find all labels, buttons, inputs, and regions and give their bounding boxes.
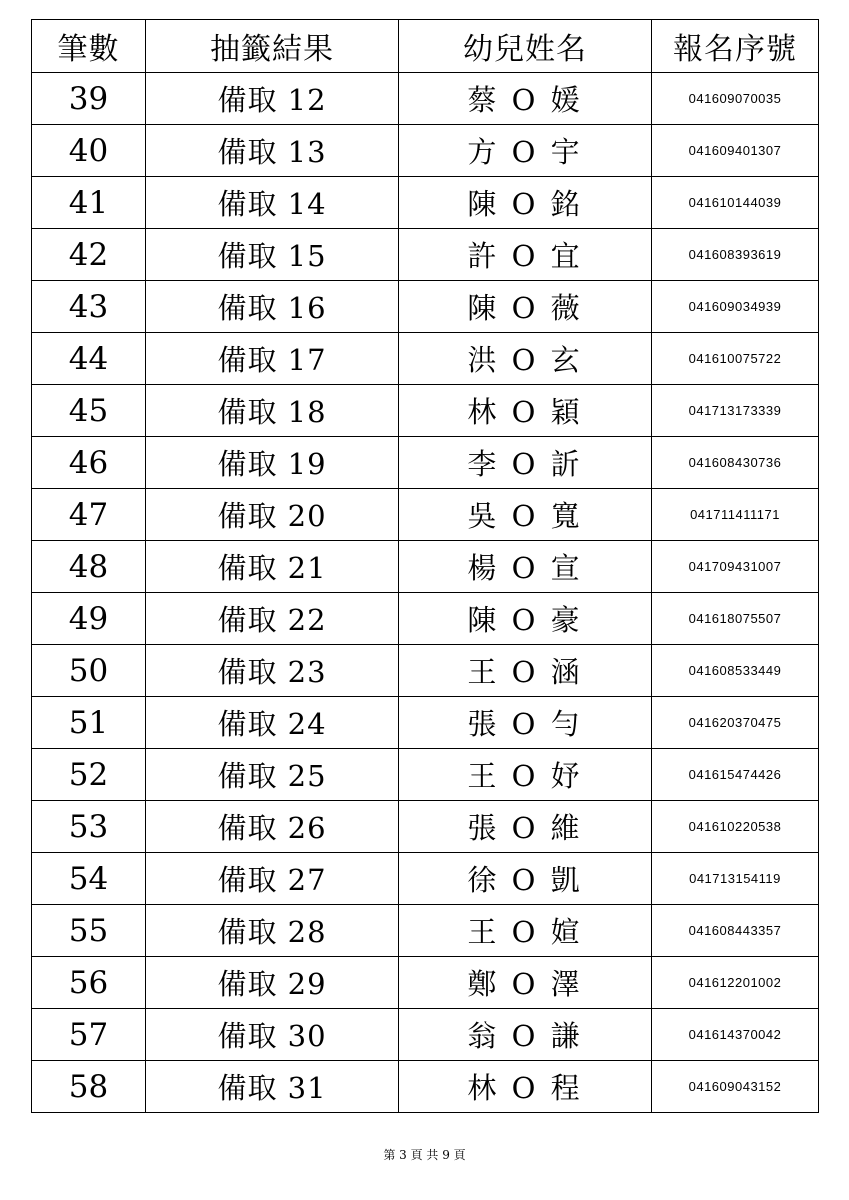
- row-count-cell: 52: [32, 749, 146, 801]
- child-name-cell: 楊 O 宣: [399, 541, 652, 593]
- row-count-cell: 50: [32, 645, 146, 697]
- row-count-cell: 40: [32, 125, 146, 177]
- table-row: [32, 749, 819, 801]
- table-row: [32, 125, 819, 177]
- lottery-result-cell: 備取 22: [146, 593, 399, 645]
- header-registration-number: 報名序號: [652, 20, 819, 73]
- row-count-cell: 45: [32, 385, 146, 437]
- row-count-cell: 44: [32, 333, 146, 385]
- row-count-cell: 56: [32, 957, 146, 1009]
- lottery-result-cell: 備取 16: [146, 281, 399, 333]
- child-name-cell: 蔡 O 媛: [399, 73, 652, 125]
- child-name-cell: 方 O 宇: [399, 125, 652, 177]
- header-row: [32, 20, 819, 73]
- registration-number-cell: 041614370042: [652, 1009, 819, 1061]
- lottery-result-cell: 備取 23: [146, 645, 399, 697]
- registration-number-cell: 041615474426: [652, 749, 819, 801]
- child-name-cell: 陳 O 銘: [399, 177, 652, 229]
- table-row: [32, 645, 819, 697]
- registration-number-cell: 041709431007: [652, 541, 819, 593]
- lottery-result-cell: 備取 13: [146, 125, 399, 177]
- header-count: 筆數: [32, 20, 146, 73]
- child-name-cell: 林 O 穎: [399, 385, 652, 437]
- registration-number-cell: 041609034939: [652, 281, 819, 333]
- child-name-cell: 張 O 勻: [399, 697, 652, 749]
- row-count-cell: 51: [32, 697, 146, 749]
- row-count-cell: 58: [32, 1061, 146, 1113]
- registration-number-cell: 041610075722: [652, 333, 819, 385]
- row-count-cell: 54: [32, 853, 146, 905]
- table-body: [32, 73, 819, 1113]
- child-name-cell: 陳 O 薇: [399, 281, 652, 333]
- row-count-cell: 42: [32, 229, 146, 281]
- lottery-result-cell: 備取 12: [146, 73, 399, 125]
- registration-number-cell: 041608393619: [652, 229, 819, 281]
- child-name-cell: 王 O 涵: [399, 645, 652, 697]
- row-count-cell: 46: [32, 437, 146, 489]
- table-row: [32, 73, 819, 125]
- table-row: [32, 333, 819, 385]
- row-count-cell: 47: [32, 489, 146, 541]
- row-count-cell: 43: [32, 281, 146, 333]
- child-name-cell: 許 O 宜: [399, 229, 652, 281]
- registration-number-cell: 041609043152: [652, 1061, 819, 1113]
- registration-number-cell: 041608533449: [652, 645, 819, 697]
- table-row: [32, 541, 819, 593]
- row-count-cell: 41: [32, 177, 146, 229]
- row-count-cell: 55: [32, 905, 146, 957]
- row-count-cell: 48: [32, 541, 146, 593]
- lottery-result-cell: 備取 14: [146, 177, 399, 229]
- lottery-result-cell: 備取 18: [146, 385, 399, 437]
- table-row: [32, 957, 819, 1009]
- registration-number-cell: 041609401307: [652, 125, 819, 177]
- table-row: [32, 385, 819, 437]
- row-count-cell: 57: [32, 1009, 146, 1061]
- registration-number-cell: 041608443357: [652, 905, 819, 957]
- child-name-cell: 洪 O 玄: [399, 333, 652, 385]
- row-count-cell: 53: [32, 801, 146, 853]
- table-row: [32, 853, 819, 905]
- table-row: [32, 281, 819, 333]
- registration-number-cell: 041711411171: [652, 489, 819, 541]
- child-name-cell: 王 O 媗: [399, 905, 652, 957]
- lottery-result-cell: 備取 25: [146, 749, 399, 801]
- lottery-result-cell: 備取 28: [146, 905, 399, 957]
- page-number: 第 3 頁 共 9 頁: [383, 1148, 466, 1162]
- registration-number-cell: 041713154119: [652, 853, 819, 905]
- lottery-result-cell: 備取 17: [146, 333, 399, 385]
- table-row: [32, 697, 819, 749]
- child-name-cell: 林 O 程: [399, 1061, 652, 1113]
- child-name-cell: 王 O 妤: [399, 749, 652, 801]
- row-count-cell: 39: [32, 73, 146, 125]
- child-name-cell: 翁 O 謙: [399, 1009, 652, 1061]
- lottery-result-cell: 備取 24: [146, 697, 399, 749]
- registration-number-cell: 041713173339: [652, 385, 819, 437]
- registration-number-cell: 041612201002: [652, 957, 819, 1009]
- table-row: [32, 1061, 819, 1113]
- registration-number-cell: 041620370475: [652, 697, 819, 749]
- lottery-result-cell: 備取 27: [146, 853, 399, 905]
- child-name-cell: 李 O 訢: [399, 437, 652, 489]
- child-name-cell: 吳 O 寬: [399, 489, 652, 541]
- registration-number-cell: 041618075507: [652, 593, 819, 645]
- table-row: [32, 1009, 819, 1061]
- lottery-results-table: [31, 19, 819, 1113]
- table-row: [32, 229, 819, 281]
- table-row: [32, 905, 819, 957]
- lottery-result-cell: 備取 20: [146, 489, 399, 541]
- registration-number-cell: 041608430736: [652, 437, 819, 489]
- table-row: [32, 593, 819, 645]
- child-name-cell: 徐 O 凱: [399, 853, 652, 905]
- child-name-cell: 陳 O 豪: [399, 593, 652, 645]
- child-name-cell: 鄭 O 澤: [399, 957, 652, 1009]
- registration-number-cell: 041610220538: [652, 801, 819, 853]
- table-row: [32, 177, 819, 229]
- lottery-result-cell: 備取 29: [146, 957, 399, 1009]
- lottery-result-cell: 備取 30: [146, 1009, 399, 1061]
- header-lottery-result: 抽籤結果: [146, 20, 399, 73]
- row-count-cell: 49: [32, 593, 146, 645]
- table-row: [32, 437, 819, 489]
- table-row: [32, 801, 819, 853]
- table-row: [32, 489, 819, 541]
- lottery-result-cell: 備取 21: [146, 541, 399, 593]
- header-child-name: 幼兒姓名: [399, 20, 652, 73]
- lottery-result-cell: 備取 19: [146, 437, 399, 489]
- registration-number-cell: 041610144039: [652, 177, 819, 229]
- lottery-result-cell: 備取 26: [146, 801, 399, 853]
- registration-number-cell: 041609070035: [652, 73, 819, 125]
- lottery-result-cell: 備取 31: [146, 1061, 399, 1113]
- lottery-result-cell: 備取 15: [146, 229, 399, 281]
- child-name-cell: 張 O 維: [399, 801, 652, 853]
